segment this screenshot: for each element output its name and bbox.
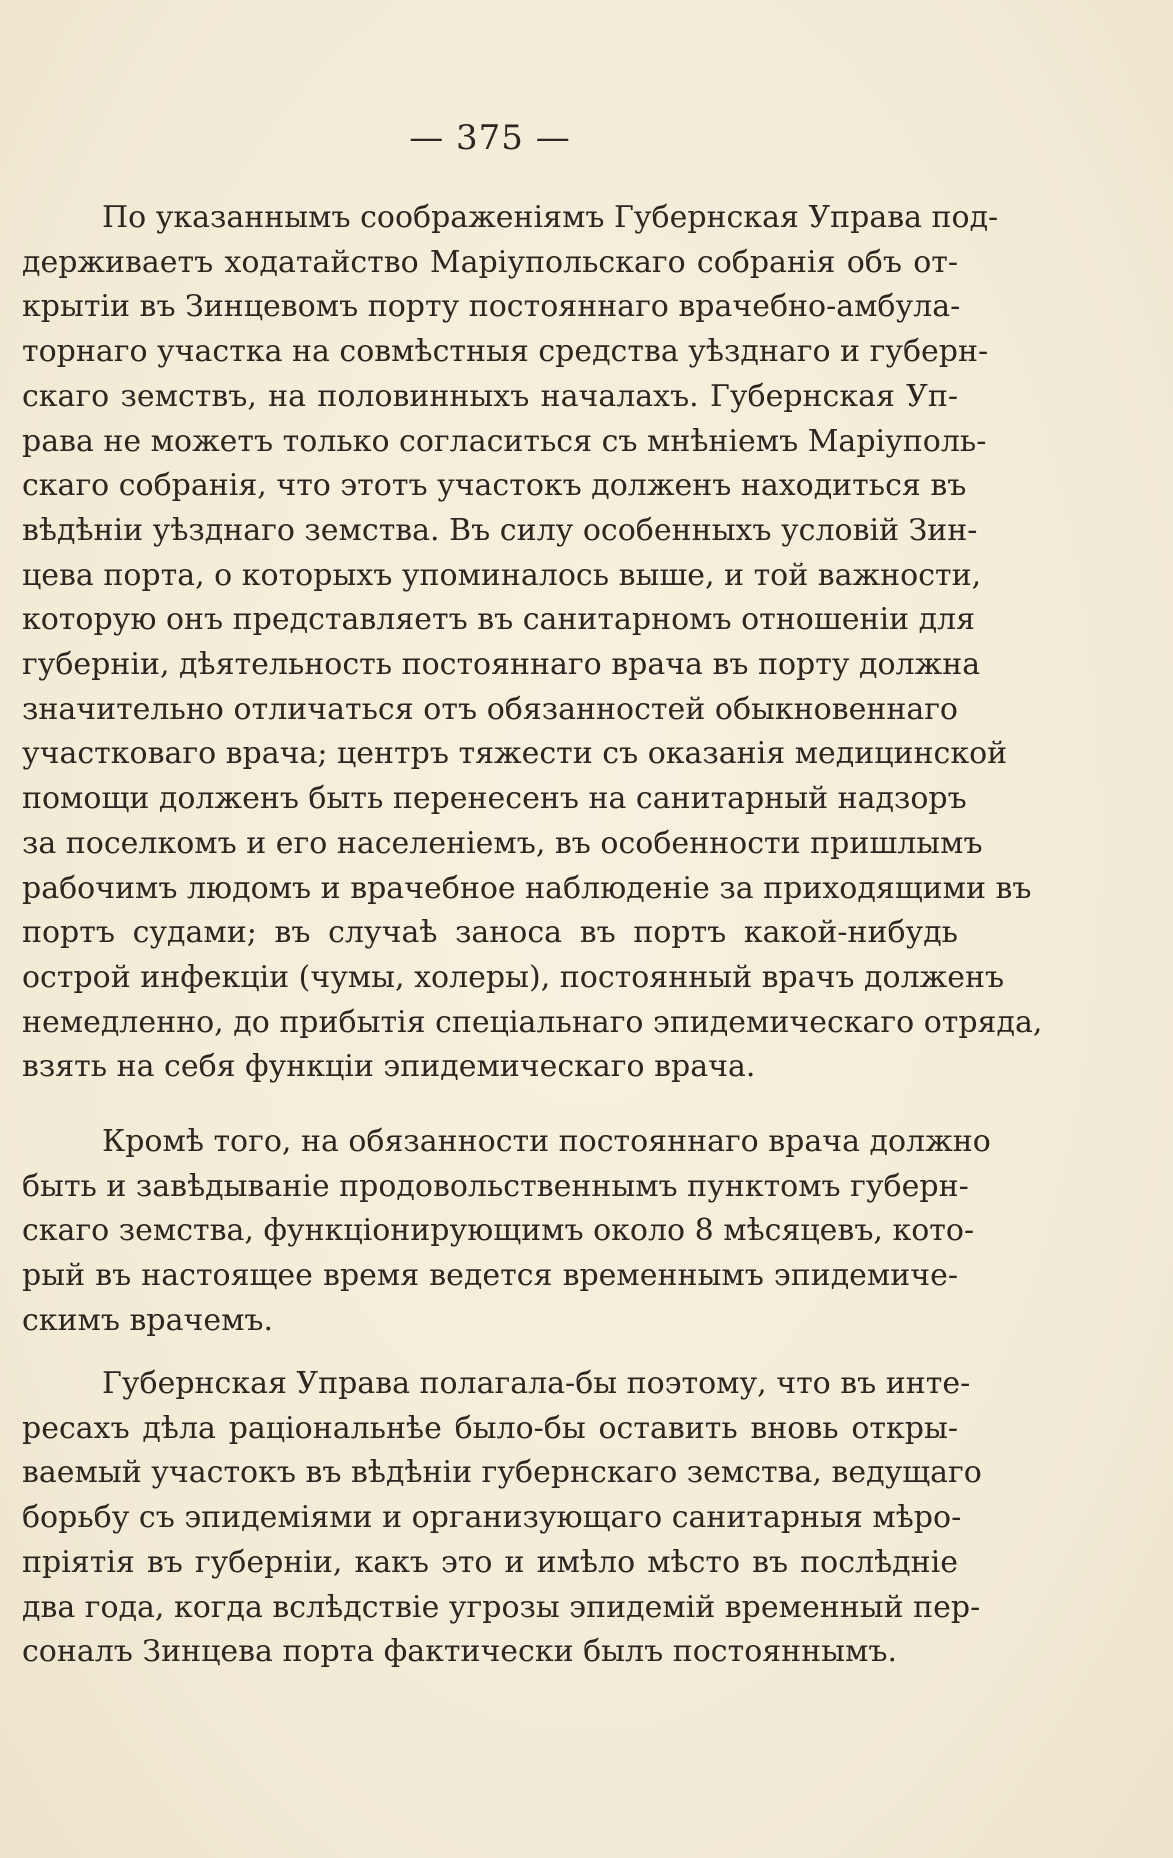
page-number: — 375 — — [409, 118, 571, 158]
text-line: рава не можетъ только согласиться съ мнѣнiемъ Марiуполь- — [22, 423, 987, 459]
text-line: скимъ врачемъ. — [22, 1302, 274, 1338]
text-line: губернiи, дѣятельность постояннаго врача въ порту должна — [22, 647, 981, 683]
paragraph-1 — [22, 196, 1043, 1090]
text-line: рый въ настоящее время ведется временнымъ эпидемиче- — [22, 1258, 958, 1294]
text-line: помощи долженъ быть перенесенъ на санитарный надзоръ — [22, 781, 967, 817]
text-line: быть и завѣдыванiе продовольственнымъ пунктомъ губерн- — [22, 1168, 969, 1204]
text-line: По указаннымъ соображенiямъ Губернская Управа под- — [102, 200, 999, 235]
text-line: Кромѣ того, на обязанности постояннаго врача должно — [102, 1124, 991, 1159]
text-line: портъ судами; въ случаѣ заноса въ портъ какой-нибудь — [22, 915, 958, 951]
text-line: рабочимъ людомъ и врачебное наблюденiе за приходящими въ — [22, 870, 1032, 906]
text-line: два года, когда вслѣдствiе угрозы эпидемiй временный пер- — [22, 1589, 981, 1625]
text-line: цева порта, о которыхъ упоминалось выше, и той важности, — [22, 557, 982, 593]
text-line: значительно отличаться отъ обязанностей обыкновеннаго — [22, 691, 958, 727]
paragraph-3 — [22, 1362, 982, 1675]
text-line: скаго собранiя, что этотъ участокъ долженъ находиться въ — [22, 468, 967, 504]
text-line: торнаго участка на совмѣстныя средства уѣзднаго и губерн- — [22, 334, 989, 370]
text-line: скаго земства, функцiонирующимъ около 8 мѣсяцевъ, кото- — [22, 1213, 975, 1249]
text-line: которую онъ представляетъ въ санитарномъ отношенiи для — [22, 602, 976, 638]
text-line: держиваетъ ходатайство Марiупольскаго собранiя объ от- — [22, 244, 958, 280]
paragraph-2 — [22, 1120, 991, 1344]
text-line: ваемый участокъ въ вѣдѣнiи губернскаго земства, ведущаго — [22, 1455, 982, 1491]
text-line: скаго земствъ, на половинныхъ началахъ. Губернская Уп- — [22, 378, 958, 414]
text-line: ресахъ дѣла рацiональнѣе было-бы оставить вновь откры- — [22, 1410, 958, 1446]
text-line: крытiи въ Зинцевомъ порту постояннаго врачебно-амбула- — [22, 289, 961, 325]
text-line: соналъ Зинцева порта фактически былъ постояннымъ. — [22, 1634, 898, 1670]
text-line: борьбу съ эпидемiями и организующаго санитарныя мѣро- — [22, 1500, 962, 1536]
text-line: вѣдѣнiи уѣзднаго земства. Въ силу особенныхъ условiй Зин- — [22, 512, 978, 548]
text-line: участковаго врача; центръ тяжести съ оказанiя медицинской — [22, 736, 1008, 772]
text-line: острой инфекцiи (чумы, холеры), постоянный врачъ долженъ — [22, 959, 1005, 995]
text-line: взять на себя функцiи эпидемическаго врача. — [22, 1049, 756, 1085]
text-line: прiятiя въ губернiи, какъ это и имѣло мѣсто въ послѣднiе — [22, 1544, 958, 1580]
text-line: за поселкомъ и его населенiемъ, въ особенности пришлымъ — [22, 825, 983, 861]
text-line: немедленно, до прибытiя спецiальнаго эпидемическаго отряда, — [22, 1004, 1043, 1040]
text-line: Губернская Управа полагала-бы поэтому, что въ инте- — [102, 1366, 971, 1401]
